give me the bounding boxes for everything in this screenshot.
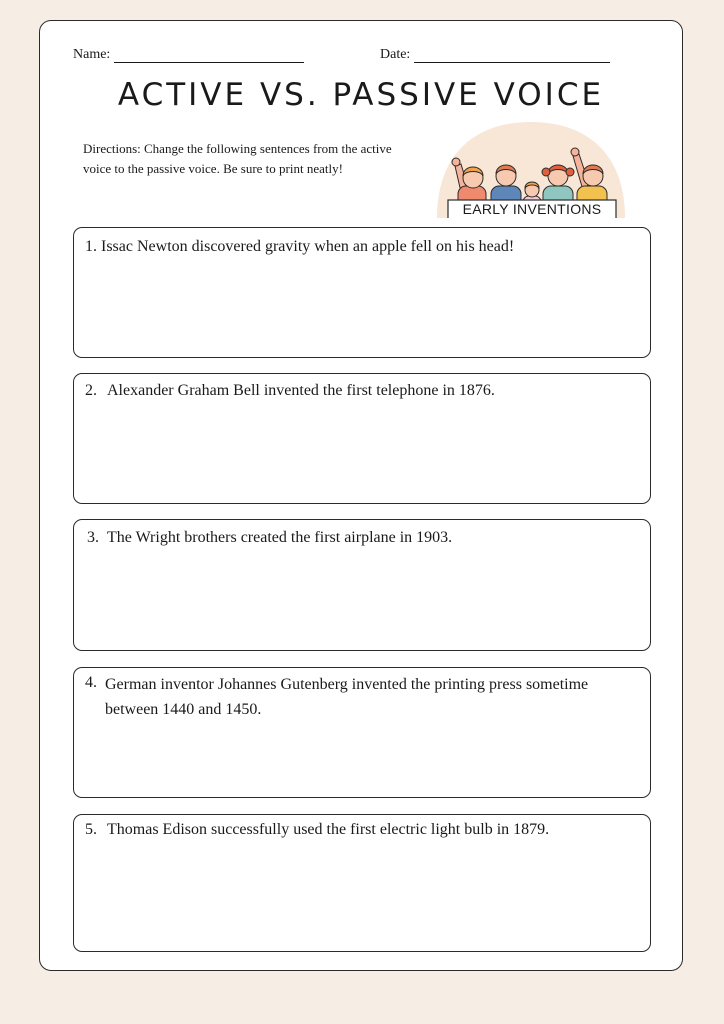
question-box-3[interactable]	[73, 519, 651, 651]
question-2-text: Alexander Graham Bell invented the first telephone in 1876.	[107, 382, 495, 399]
date-blank-line[interactable]	[414, 48, 610, 63]
question-5-text: Thomas Edison successfully used the first electric light bulb in 1879.	[107, 821, 550, 838]
question-1-text: Issac Newton discovered gravity when an apple fell on his head!	[101, 238, 515, 255]
date-label: Date:	[380, 47, 411, 62]
name-blank-line[interactable]	[114, 48, 304, 63]
worksheet-sheet	[39, 20, 683, 971]
question-3-text: The Wright brothers created the first airplane in 1903.	[107, 529, 453, 546]
question-4-number: 4.	[85, 674, 97, 691]
date-field[interactable]	[380, 47, 610, 63]
question-1-number: 1.	[85, 238, 97, 255]
name-field[interactable]	[73, 47, 304, 63]
name-label: Name:	[73, 47, 111, 62]
question-box-2[interactable]	[73, 373, 651, 504]
question-box-4[interactable]	[73, 667, 651, 798]
early-inventions-banner: EARLY INVENTIONS	[462, 201, 602, 217]
question-5-number: 5.	[85, 821, 97, 838]
question-3-number: 3.	[87, 529, 99, 546]
question-box-5[interactable]	[73, 814, 651, 952]
page-title: ACTIVE VS. PASSIVE VOICE	[117, 77, 605, 113]
question-4-text: German inventor Johannes Gutenberg invented the printing press sometime between 1440 and 1450.	[105, 676, 589, 718]
question-box-1[interactable]	[73, 227, 651, 358]
directions-text: Directions: Change the following sentences from the active voice to the passive voice. Be sure to print neatly!	[83, 141, 392, 176]
question-2-number: 2.	[85, 382, 97, 399]
